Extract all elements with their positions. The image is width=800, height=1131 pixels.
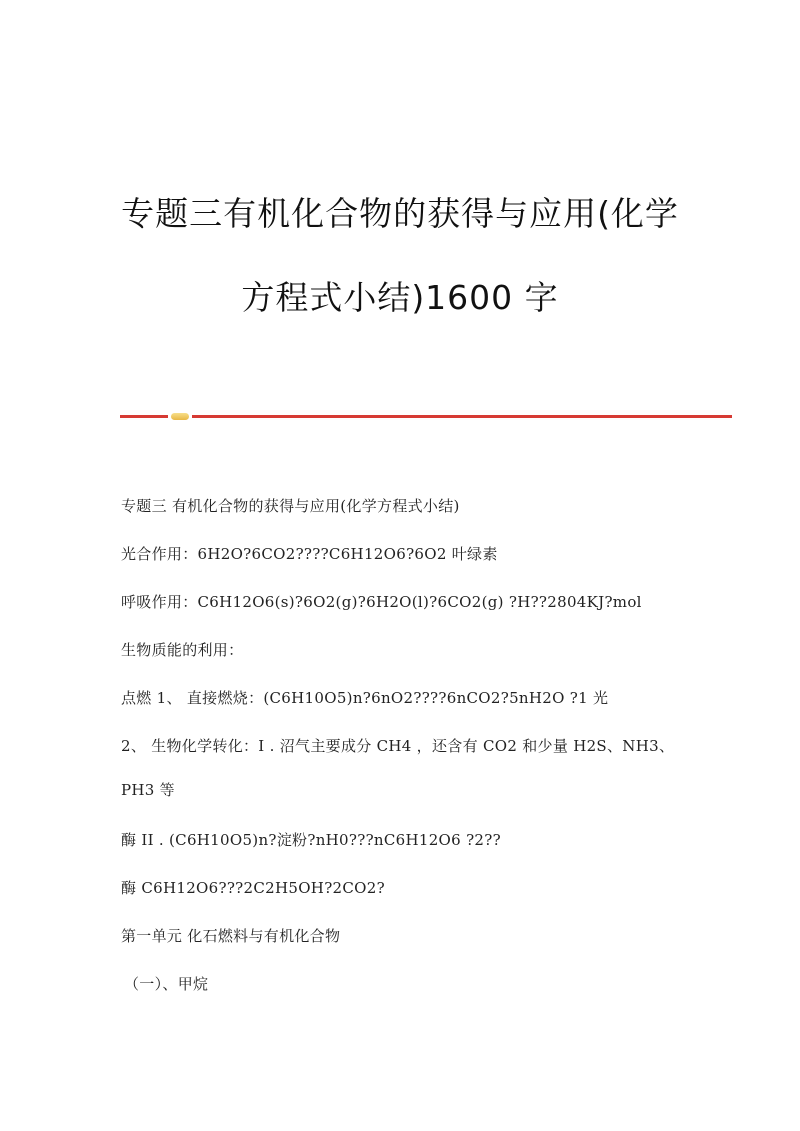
paragraph-heading: 专题三 有机化合物的获得与应用(化学方程式小结) (121, 497, 460, 515)
paragraph-section-methane: （一）、甲烷 (124, 975, 209, 993)
paragraph-respiration: 呼吸作用：C6H12O6(s)?6O2(g)?6H2O(l)?6CO2(g) ?H??2804KJ?mol (121, 593, 642, 611)
paragraph-unit-heading: 第一单元 化石燃料与有机化合物 (121, 927, 341, 945)
paragraph-biochemical-conversion-cont: PH3 等 (121, 781, 175, 799)
document-title-line-1: 专题三有机化合物的获得与应用(化学 (121, 194, 679, 233)
paragraph-enzyme-starch: 酶 II . (C6H10O5)n?淀粉?nH0???nC6H12O6 ?2?? (121, 831, 501, 849)
divider-line-left (120, 415, 168, 418)
divider-line-right (192, 415, 732, 418)
paragraph-enzyme-glucose: 酶 C6H12O6???2C2H5OH?2CO2? (121, 879, 385, 897)
paragraph-biochemical-conversion: 2、 生物化学转化：I . 沼气主要成分 CH4 ，还含有 CO2 和少量 H2S、NH3、 (121, 737, 675, 755)
divider-ornament (171, 413, 189, 420)
paragraph-biomass-heading: 生物质能的利用： (121, 641, 244, 659)
paragraph-direct-combustion: 点燃 1、 直接燃烧：(C6H10O5)n?6nO2????6nCO2?5nH2O ?1 光 (121, 689, 609, 707)
paragraph-photosynthesis: 光合作用：6H2O?6CO2????C6H12O6?6O2 叶绿素 (121, 545, 498, 563)
document-title-line-2: 方程式小结)1600 字 (241, 278, 559, 317)
title-divider (120, 413, 732, 421)
